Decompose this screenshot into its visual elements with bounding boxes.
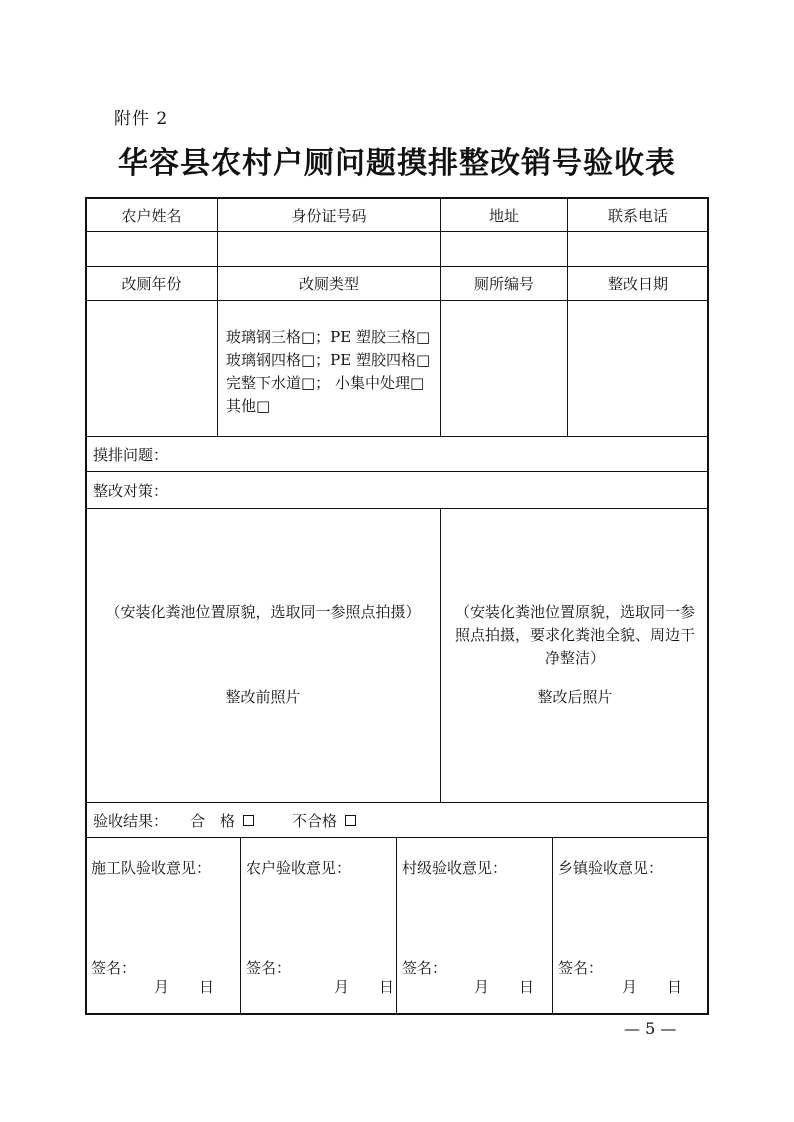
rule	[552, 837, 553, 1014]
header-id-number: 身份证号码	[291, 206, 367, 225]
acceptance-result	[93, 803, 593, 837]
rule	[86, 508, 708, 509]
header-phone: 联系电话	[607, 206, 668, 225]
result-pass-label: 合 格	[190, 811, 236, 830]
problem-label: 摸排问题：	[93, 445, 169, 464]
toilet-type-option: 玻璃钢四格□；PE 塑胶四格□	[226, 351, 431, 369]
rule	[440, 508, 441, 802]
fail-checkbox[interactable]	[345, 815, 356, 826]
toilet-type-option: 完整下水道□； 小集中处理□	[226, 374, 425, 392]
photo-before-note: （安装化粪池位置原貌，选取同一参照点拍摄）	[105, 603, 421, 621]
header-renovation-year: 改厕年份	[121, 275, 182, 293]
farmer-sign-label: 签名：	[246, 959, 292, 977]
header-address: 地址	[488, 206, 519, 225]
result-label: 验收结果：	[93, 811, 169, 830]
rule	[567, 198, 568, 436]
photo-after-label: 整改后照片	[537, 688, 613, 706]
rule	[217, 198, 218, 436]
form-title: 华容县农村户厕问题摸排整改销号验收表	[118, 146, 676, 181]
village-opinion-label: 村级验收意见：	[402, 859, 508, 877]
header-toilet-number: 厕所编号	[473, 275, 534, 293]
toilet-type-option: 其他□	[226, 397, 271, 415]
rule	[396, 837, 397, 1014]
rule	[240, 837, 241, 1014]
header-toilet-type: 改厕类型	[298, 275, 359, 293]
header-farmer-name: 农户姓名	[121, 206, 182, 225]
construction-team-date: 月 日	[154, 978, 215, 996]
construction-team-sign-label: 签名：	[91, 959, 137, 977]
village-sign-label: 签名：	[402, 959, 448, 977]
rule	[86, 837, 708, 838]
page-number: — 5 —	[624, 1019, 677, 1038]
farmer-opinion-label: 农户验收意见：	[246, 859, 352, 877]
township-date: 月 日	[622, 978, 683, 996]
pass-checkbox[interactable]	[243, 815, 254, 826]
township-opinion-label: 乡镇验收意见：	[558, 859, 664, 877]
photo-before-label: 整改前照片	[225, 688, 301, 706]
attachment-label: 附件 2	[114, 109, 169, 129]
rule	[86, 231, 708, 232]
village-date: 月 日	[474, 978, 535, 996]
rule	[86, 300, 708, 301]
construction-team-opinion-label: 施工队验收意见：	[91, 859, 212, 877]
farmer-date: 月 日	[334, 978, 395, 996]
result-fail-label: 不合格	[292, 811, 338, 830]
photo-after-note: （安装化粪池位置原貌，选取同一参照点拍摄，要求化粪池全貌、周边干净整洁）	[454, 603, 695, 667]
header-rectification-date: 整改日期	[607, 275, 668, 293]
toilet-type-options	[226, 326, 430, 418]
rule	[440, 198, 441, 436]
toilet-type-option: 玻璃钢三格□；PE 塑胶三格□	[226, 328, 431, 346]
measure-label: 整改对策：	[93, 481, 169, 500]
township-sign-label: 签名：	[558, 959, 604, 977]
